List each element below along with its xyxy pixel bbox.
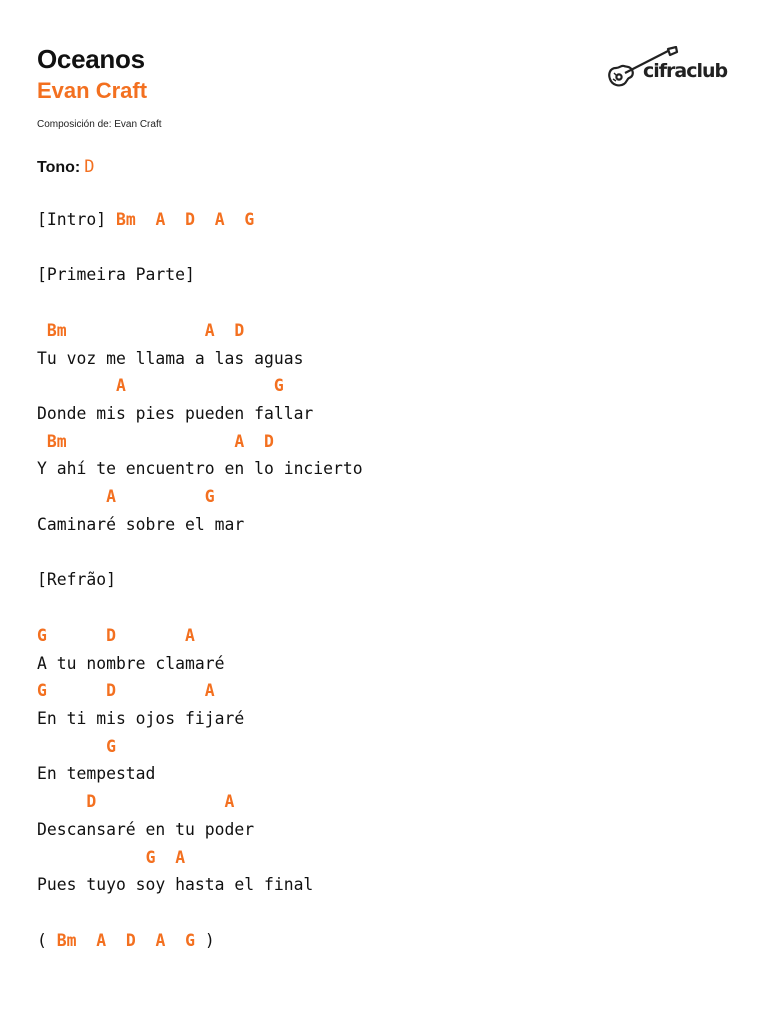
song-key — [37, 156, 94, 179]
blank-line — [37, 594, 737, 622]
chord[interactable]: G — [37, 681, 47, 701]
artist-name[interactable]: Evan Craft — [37, 78, 148, 103]
chord-line — [37, 844, 737, 872]
chord[interactable]: A — [234, 431, 245, 451]
outro-close-paren: ) — [195, 930, 215, 950]
chord[interactable]: A — [204, 681, 215, 701]
outro-line — [37, 927, 737, 955]
key-value[interactable]: D — [84, 157, 95, 177]
chord[interactable]: D — [185, 210, 195, 229]
chord-line — [37, 483, 737, 511]
logo-text: cifraclub — [643, 60, 728, 82]
chord[interactable]: A — [214, 210, 225, 229]
outro-open-paren: ( — [37, 930, 57, 950]
section-label: [Primeira Parte] — [37, 265, 195, 285]
chord-sheet — [37, 206, 737, 954]
lyric-line: A tu nombre clamaré — [37, 653, 225, 673]
chord[interactable]: Bm — [46, 320, 67, 340]
chord-line — [37, 677, 737, 705]
chord[interactable]: A — [155, 930, 166, 950]
chord[interactable]: D — [86, 792, 97, 812]
lyric-line: Donde mis pies pueden fallar — [37, 404, 314, 424]
chord-line — [37, 317, 737, 345]
chord[interactable]: G — [37, 625, 47, 645]
chord[interactable]: Bm — [46, 431, 67, 451]
chord[interactable]: Bm — [56, 930, 77, 950]
chord-line — [37, 372, 737, 400]
chord[interactable]: A — [115, 376, 126, 396]
chord[interactable]: A — [224, 792, 235, 812]
chord[interactable]: A — [155, 210, 166, 229]
chord[interactable]: D — [125, 930, 136, 950]
chord[interactable]: Bm — [115, 210, 136, 229]
chord[interactable]: A — [106, 487, 116, 507]
chord[interactable]: D — [264, 431, 274, 451]
lyric-line: Tu voz me llama a las aguas — [37, 348, 304, 368]
lyric-line: En ti mis ojos fijaré — [37, 708, 245, 728]
cifraclub-logo[interactable] — [606, 46, 728, 92]
chord[interactable]: A — [185, 625, 195, 645]
chord-line — [37, 428, 737, 456]
composer-credit: Composición de: Evan Craft — [37, 119, 162, 130]
section-label: [Intro] — [37, 210, 107, 229]
chord[interactable]: G — [204, 487, 215, 507]
blank-line — [37, 234, 737, 262]
lyric-line: En tempestad — [37, 764, 156, 784]
chord-line — [37, 788, 737, 816]
section-label: [Refrão] — [37, 570, 116, 590]
chord[interactable]: G — [145, 847, 156, 867]
chord[interactable]: D — [106, 681, 116, 701]
chord[interactable]: A — [175, 847, 186, 867]
key-label: Tono: — [37, 159, 81, 176]
chord[interactable]: D — [106, 625, 116, 645]
blank-line — [37, 289, 737, 317]
chord-line — [37, 622, 737, 650]
chord-line — [37, 733, 737, 761]
chord[interactable]: G — [244, 210, 255, 229]
lyric-line: Descansaré en tu poder — [37, 819, 255, 839]
chord[interactable]: G — [273, 376, 284, 396]
intro-line — [37, 206, 737, 234]
lyric-line: Caminaré sobre el mar — [37, 514, 245, 534]
lyric-line: Y ahí te encuentro en lo incierto — [37, 459, 363, 479]
lyric-line: Pues tuyo soy hasta el final — [37, 875, 314, 895]
chord[interactable]: D — [234, 320, 245, 340]
chord[interactable]: G — [106, 736, 116, 756]
chord[interactable]: G — [185, 930, 195, 950]
blank-line — [37, 539, 737, 567]
song-title: Oceanos — [37, 44, 145, 74]
chord[interactable]: A — [204, 320, 215, 340]
chord[interactable]: A — [96, 930, 107, 950]
blank-line — [37, 899, 737, 927]
